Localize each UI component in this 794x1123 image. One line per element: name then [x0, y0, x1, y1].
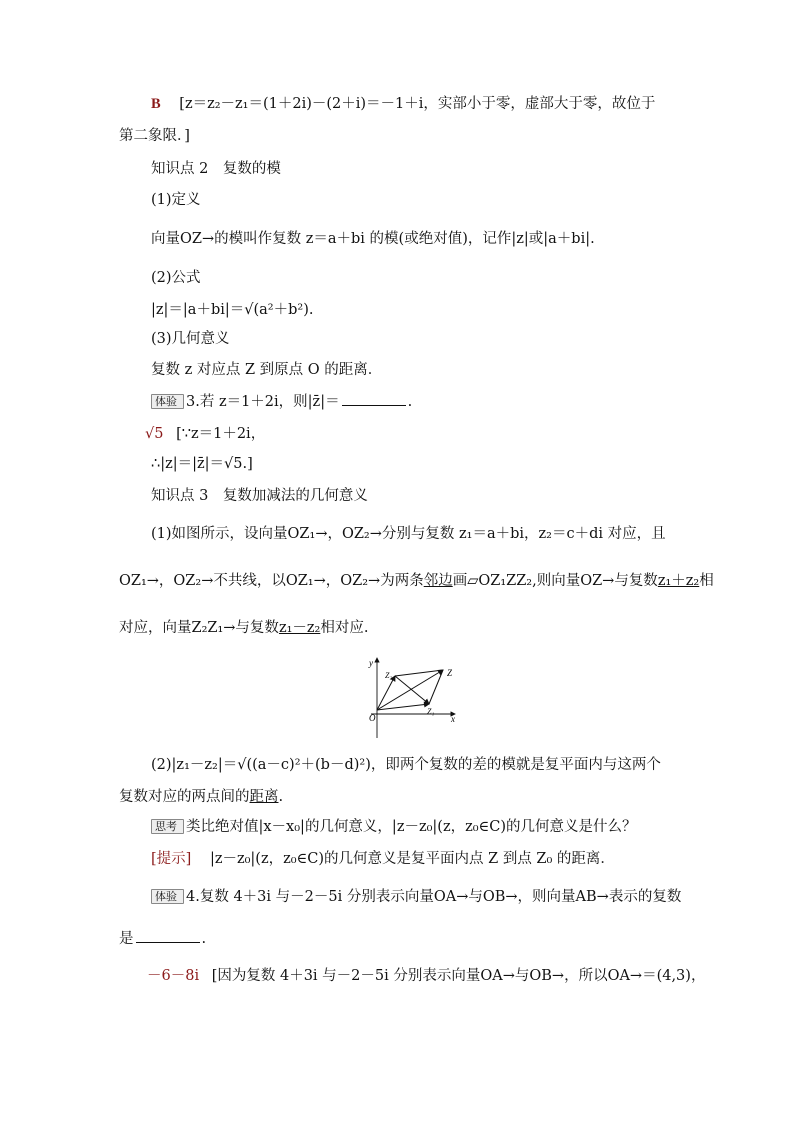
text-span: OZ₁→，OZ₂→不共线，以OZ₁→，OZ₂→为两条 — [119, 573, 424, 589]
text-span: . — [278, 789, 284, 805]
text-span: 相 — [699, 573, 714, 589]
exercise-3: 体验 3.若 z＝1＋2i，则|z̄|＝ . — [151, 391, 412, 412]
answer-blank — [136, 928, 200, 943]
text-span: 画▱OZ₁ZZ₂,则向量OZ→与复数 — [452, 573, 658, 589]
text-span: . — [201, 931, 207, 947]
underlined-term: z₁＋z₂ — [657, 573, 700, 589]
paragraph-1-line-1: (1)如图所示，设向量OZ₁→，OZ₂→分别与复数 z₁＝a＋bi，z₂＝c＋di 对应，且 — [151, 526, 666, 542]
vector-z2z1 — [395, 676, 429, 704]
tiyan-badge: 体验 — [151, 889, 184, 904]
text-span: 相对应. — [320, 620, 369, 636]
answer-line-1 — [151, 94, 655, 114]
side-z1z — [429, 670, 443, 704]
paragraph-2-line-2 — [119, 787, 283, 807]
label-x: x — [451, 714, 455, 724]
underlined-term: 邻边 — [423, 573, 453, 589]
definition-text: 向量OZ→的模叫作复数 z＝a＋bi 的模(或绝对值)，记作|z|或|a＋bi|. — [151, 231, 595, 247]
text-span: 是 — [119, 931, 134, 947]
answer-4-line — [147, 966, 705, 986]
answer-3-text: [∵z＝1＋2i， — [176, 426, 266, 442]
side-z2z — [395, 670, 443, 676]
think-question — [151, 817, 637, 837]
answer-explanation: [z＝z₂－z₁＝(1＋2i)－(2＋i)＝－1＋i，实部小于零，虚部大于零，故位于 — [179, 96, 656, 112]
answer-letter: B — [151, 96, 161, 112]
subheading-geometry: (3)几何意义 — [151, 331, 230, 347]
exercise-4-text: 4.复数 4＋3i 与－2－5i 分别表示向量OA→与OB→，则向量AB→表示的复数 — [186, 889, 682, 905]
formula-text: |z|＝|a＋bi|＝√(a²＋b²). — [151, 302, 314, 318]
parallelogram-diagram — [363, 654, 463, 744]
sikao-badge: 思考 — [151, 819, 184, 834]
paragraph-2-line-1: (2)|z₁－z₂|＝√((a－c)²＋(b－d)²)，即两个复数的差的模就是复平面内与这两个 — [151, 757, 661, 773]
underlined-term: 距离 — [249, 789, 279, 805]
text-span: 复数对应的两点间的 — [119, 789, 250, 805]
hint-text: |z－z₀|(z，z₀∈C)的几何意义是复平面内点 Z 到点 Z₀ 的距离． — [209, 851, 615, 867]
answer-line-2: 第二象限．] — [119, 128, 190, 144]
exercise-4-line-1 — [151, 887, 681, 907]
answer-3-line-2: ∴|z|＝|z̄|＝√5.] — [151, 456, 253, 472]
hint-label: [提示] — [151, 851, 192, 867]
underlined-term: z₁－z₂ — [278, 620, 321, 636]
answer-4-text: [因为复数 4＋3i 与－2－5i 分别表示向量OA→与OB→，所以OA→＝(4,3)， — [211, 968, 706, 984]
exercise-3-text: 3.若 z＝1＋2i，则|z̄|＝ — [186, 394, 340, 410]
answer-neg: －6－8i — [147, 968, 200, 984]
subheading-formula: (2)公式 — [151, 270, 201, 286]
answer-3-line-1 — [145, 424, 265, 444]
tiyan-badge: 体验 — [151, 394, 184, 409]
think-question-text: 类比绝对值|x－x₀|的几何意义，|z－z₀|(z，z₀∈C)的几何意义是什么？ — [186, 819, 637, 835]
hint-line — [151, 849, 615, 869]
text-span: 对应，向量Z₂Z₁→与复数 — [119, 620, 279, 636]
label-z: Z — [447, 668, 453, 678]
section-heading-2: 知识点 2 复数的模 — [151, 161, 281, 177]
paragraph-1-line-3 — [119, 618, 368, 638]
paragraph-1-line-2 — [119, 571, 714, 591]
label-z2: Z₂ — [385, 671, 393, 680]
answer-sqrt5: √5 — [145, 426, 164, 442]
subheading-definition: (1)定义 — [151, 192, 201, 208]
geometry-text: 复数 z 对应点 Z 到原点 O 的距离． — [151, 362, 383, 378]
exercise-4-line-2 — [119, 928, 206, 949]
label-z1: Z₁ — [427, 707, 435, 716]
answer-blank — [342, 391, 406, 406]
section-heading-3: 知识点 3 复数加减法的几何意义 — [151, 488, 368, 504]
label-origin: O — [369, 713, 376, 723]
label-y: y — [369, 658, 373, 668]
